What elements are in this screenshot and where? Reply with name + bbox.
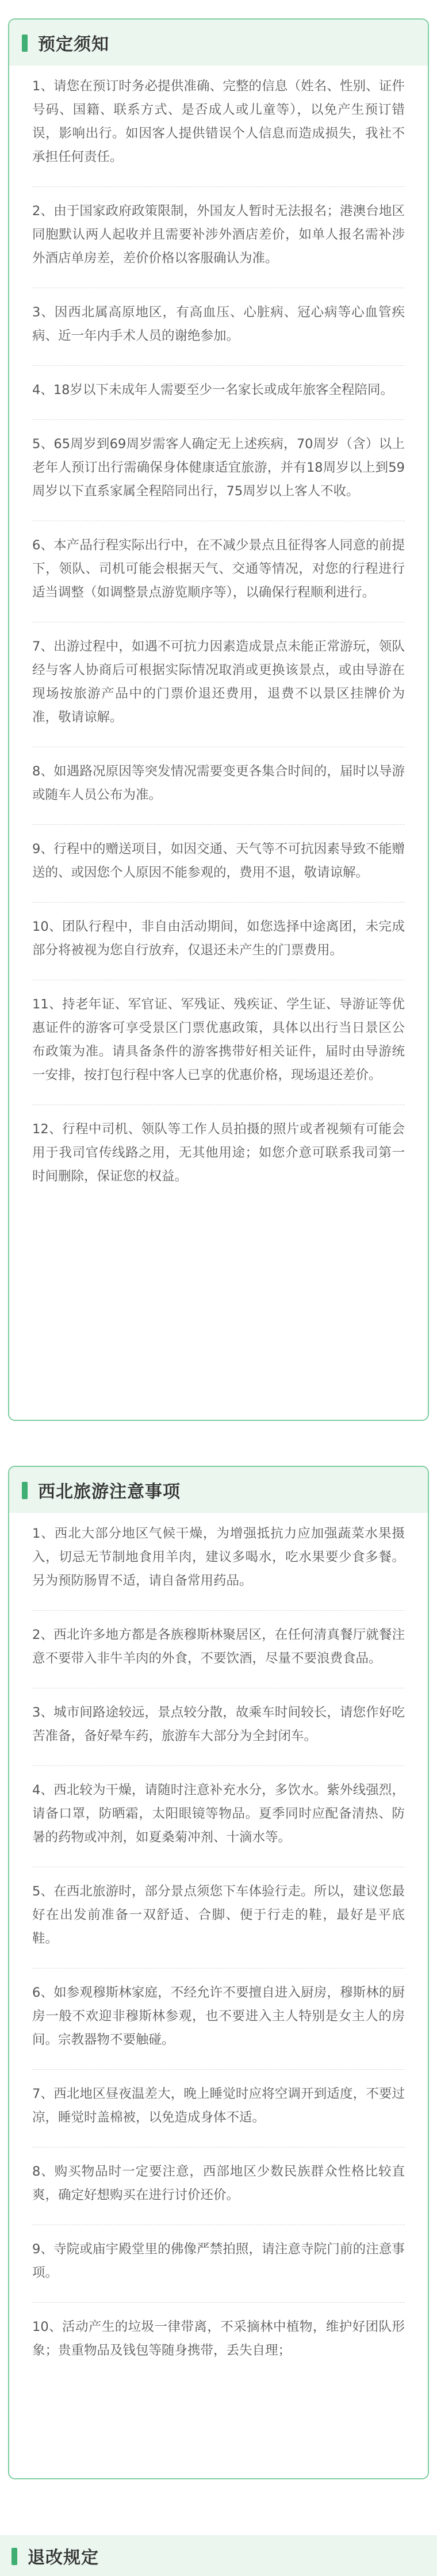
booking-notice-item: 8、如遇路况原因等突发情况需要变更各集合时间的，届时以导游或随车人员公布为准。 [32, 764, 405, 802]
booking-notice-item: 12、行程中司机、领队等工作人员拍摄的照片或者视频有可能会用于我司官传线路之用，无其他用途；如您介意可联系我司第一时间删除，保证您的权益。 [32, 1122, 405, 1184]
booking-notice-item: 7、出游过程中，如遇不可抗力因素造成景点未能正常游玩，领队经与客人协商后可根据实际情况取消或更换该景点，或由导游在现场按旅游产品中的门票价退还费用，退费不以景区挂牌价为准，敬请谅解。 [32, 639, 405, 725]
page [0, 18, 437, 2479]
travel-tips-item: 3、城市间路途较远，景点较分散，故乘车时间较长，请您作好吃苦准备，备好晕车药，旅游车大部分为全封闭车。 [32, 1705, 405, 1744]
divider [32, 902, 405, 903]
booking-notice-item: 11、持老年证、军官证、军残证、残疾证、学生证、导游证等优惠证件的游客可享受景区门票优惠政策，具体以出行当日景区公布政策为准。请具备条件的游客携带好相关证件，届时由导游统一安排，按打包行程中客人已享的优惠价格，现场退还差价。 [32, 997, 405, 1083]
booking-notice-item: 9、行程中的赠送项目，如因交通、天气等不可抗因素导致不能赠送的、或因您个人原因不能参观的，费用不退，敬请谅解。 [32, 842, 405, 880]
section-marker-icon [12, 2548, 17, 2565]
divider [32, 186, 405, 187]
booking-notice-item: 3、因西北属高原地区，有高血压、心脏病、冠心病等心血管疾病、近一年内手术人员的谢绝参加。 [32, 305, 405, 343]
booking-notice-item: 5、65周岁到69周岁需客人确定无上述疾病，70周岁（含）以上老年人预订出行需确保身体健康适宜旅游，并有18周岁以上到59周岁以下直系家属全程陪同出行，75周岁以上客人不收。 [32, 437, 405, 499]
divider [32, 2069, 405, 2070]
booking-notice-card [8, 18, 429, 1421]
divider [32, 365, 405, 366]
travel-tips-header [9, 1467, 428, 1513]
travel-tips-card [8, 1466, 429, 2479]
travel-tips-item: 2、西北许多地方都是各族穆斯林聚居区，在任何清真餐厅就餐注意不要带入非牛羊肉的外食，不要饮酒，尽量不要浪费食品。 [32, 1627, 405, 1666]
booking-notice-item: 2、由于国家政府政策限制，外国友人暂时无法报名；港澳台地区同胞默认两人起收并且需要补涉外酒店差价，如单人报名需补涉外酒店单房差，差价价格以客服确认为准。 [32, 204, 405, 266]
travel-tips-item: 5、在西北旅游时，部分景点须您下车体验行走。所以，建议您最好在出发前准备一双舒适、合脚、便于行走的鞋，最好是平底鞋。 [32, 1884, 405, 1946]
refund-rules-title: 退改规定 [28, 2547, 99, 2568]
travel-tips-title: 西北旅游注意事项 [38, 1482, 181, 1502]
travel-tips-item: 8、购买物品时一定要注意，西部地区少数民族群众性格比较直爽，确定好想购买在进行讨价还价。 [32, 2164, 405, 2203]
travel-tips-item: 6、如参观穆斯林家庭，不经允许不要擅自进入厨房，穆斯林的厨房一般不欢迎非穆斯林参观，也不要进入主人特别是女主人的房间。宗教器物不要触碰。 [32, 1985, 405, 2047]
booking-notice-header [9, 20, 428, 66]
divider [32, 1610, 405, 1611]
booking-notice-item: 1、请您在预订时务必提供准确、完整的信息（姓名、性别、证件号码、国籍、联系方式、是否成人或儿童等），以免产生预订错误，影响出行。如因客人提供错误个人信息而造成损失，我社不承担任何责任。 [32, 79, 405, 165]
travel-tips-item: 7、西北地区昼夜温差大，晚上睡觉时应将空调开到适度，不要过凉，睡觉时盖棉被，以免造成身体不适。 [32, 2086, 405, 2125]
booking-notice-item: 6、本产品行程实际出行中，在不减少景点且征得客人同意的前提下，领队、司机可能会根据天气、交通等情况，对您的行程进行适当调整（如调整景点游览顺序等），以确保行程顺利进行。 [32, 538, 405, 600]
divider [32, 824, 405, 825]
travel-tips-body [9, 1513, 428, 2363]
section-marker-icon [22, 1482, 28, 1499]
divider [32, 2302, 405, 2303]
travel-tips-item: 1、西北大部分地区气候干燥，为增强抵抗力应加强蔬菜水果摄入，切忌无节制地食用羊肉，建议多喝水，吃水果要少食多餐。另为预防肠胃不适，请自备常用药品。 [32, 1526, 405, 1588]
divider [32, 419, 405, 420]
divider [32, 1104, 405, 1105]
booking-notice-body [9, 66, 428, 1188]
booking-notice-item: 10、团队行程中，非自由活动期间，如您选择中途离团，未完成部分将被视为您自行放弃，仅退还未产生的门票费用。 [32, 919, 405, 958]
refund-rules-header [0, 2535, 437, 2576]
divider [32, 1968, 405, 1969]
travel-tips-item: 10、活动产生的垃圾一律带离，不采摘林中植物，维护好团队形象；贵重物品及钱包等随身携带，丢失自理； [32, 2319, 405, 2358]
booking-notice-title: 预定须知 [38, 35, 109, 55]
section-marker-icon [22, 35, 28, 52]
travel-tips-item: 4、西北较为干燥，请随时注意补充水分，多饮水。紫外线强烈，请备口罩，防晒霜，太阳眼镜等物品。夏季同时应配备清热、防暑的药物或冲剂，如夏桑菊冲剂、十滴水等。 [32, 1783, 405, 1845]
divider [32, 1765, 405, 1766]
booking-notice-item: 4、18岁以下未成年人需要至少一名家长或成年旅客全程陪同。 [32, 383, 393, 398]
travel-tips-item: 9、寺院或庙宇殿堂里的佛像严禁拍照，请注意寺院门前的注意事项。 [32, 2242, 405, 2280]
